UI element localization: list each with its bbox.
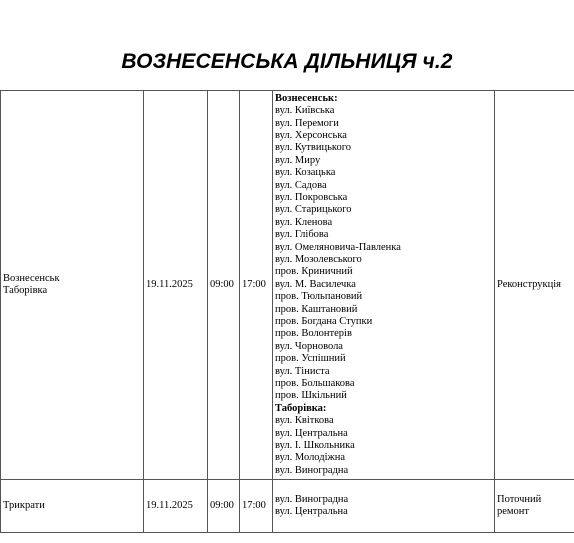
street-item: вул. Кленова	[275, 216, 333, 228]
street-item: пров. Тюльпановий	[275, 291, 363, 303]
settlement-heading: Вознесенськ:	[275, 92, 338, 104]
page-title: ВОЗНЕСЕНСЬКА ДІЛЬНИЦЯ ч.2	[121, 50, 453, 73]
table-row	[1, 480, 574, 533]
end-time-cell: 17:00	[240, 480, 273, 533]
street-item: вул. Херсонська	[275, 129, 347, 141]
street-item: вул. М. Василечка	[275, 278, 356, 290]
street-item: вул. Кутвицького	[275, 142, 352, 154]
street-item: вул. Мозолевського	[275, 253, 362, 265]
date-cell: 19.11.2025	[144, 91, 208, 480]
street-item: вул. Козацька	[275, 167, 336, 179]
street-item: вул. Квіткова	[275, 415, 334, 427]
table-row	[1, 91, 574, 480]
locality-name: Трикрати	[3, 499, 45, 511]
schedule-body	[1, 91, 574, 533]
street-item: вул. Старицького	[275, 204, 352, 216]
street-item: пров. Криничний	[275, 266, 353, 278]
locality-name: Таборівка	[3, 285, 48, 296]
street-item: вул. Центральна	[275, 427, 348, 439]
street-item: пров. Богдана Ступки	[275, 316, 373, 328]
street-item: вул. Перемоги	[275, 117, 339, 129]
start-time-cell: 09:00	[208, 91, 240, 480]
date-cell: 19.11.2025	[144, 480, 208, 533]
street-item: вул. Миру	[275, 154, 321, 166]
street-item: вул. Садова	[275, 179, 327, 191]
locality-name: Вознесенськ	[3, 272, 60, 284]
street-item: вул. І. Школьника	[275, 440, 355, 452]
street-item: вул. Глібова	[275, 229, 329, 241]
work-type-cell: Реконструкція	[495, 91, 574, 480]
street-item: вул. Молодіжна	[275, 452, 346, 464]
street-item: вул. Виноградна	[275, 464, 349, 476]
street-item: вул. Чорновола	[275, 340, 343, 352]
street-item: вул. Центральна	[275, 506, 348, 517]
settlement-heading: Таборівка:	[275, 402, 327, 414]
street-item: пров. Успішний	[275, 353, 346, 365]
streets-cell	[273, 480, 495, 533]
end-time-cell: 17:00	[240, 91, 273, 480]
locality-cell	[1, 91, 144, 480]
start-time-cell: 09:00	[208, 480, 240, 533]
street-item: пров. Каштановий	[275, 303, 358, 315]
street-item: пров. Волонтерів	[275, 328, 352, 340]
street-item: вул. Київська	[275, 105, 335, 117]
street-item: пров. Шкільний	[275, 390, 347, 402]
street-item: пров. Большакова	[275, 378, 355, 390]
street-item: вул. Тіниста	[275, 365, 330, 377]
street-item: вул. Омеляновича-Павленка	[275, 241, 401, 253]
locality-cell	[1, 480, 144, 533]
street-item: вул. Покровська	[275, 191, 348, 203]
street-item: вул. Виноградна	[275, 493, 349, 505]
streets-cell	[273, 91, 495, 480]
work-type-cell: Поточний ремонт	[495, 480, 574, 533]
outage-schedule-table	[0, 90, 574, 533]
